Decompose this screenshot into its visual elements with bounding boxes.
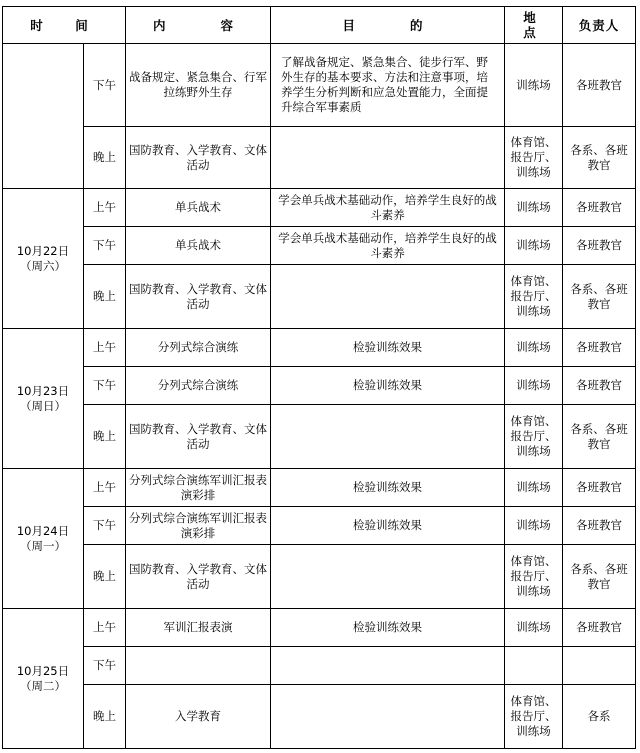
purpose-cell: 学会单兵战术基础动作，培养学生良好的战斗素养 bbox=[271, 189, 505, 227]
header-content: 内 容 bbox=[126, 7, 271, 44]
content-cell: 国防教育、入学教育、文体活动 bbox=[126, 265, 271, 329]
period-cell: 晚上 bbox=[84, 405, 126, 469]
responsible-cell: 各系、各班教官 bbox=[563, 265, 636, 329]
location-cell bbox=[505, 647, 563, 685]
table-row bbox=[3, 469, 636, 507]
header-purpose: 目 的 bbox=[271, 7, 505, 44]
table-row bbox=[3, 647, 636, 685]
location-cell: 体育馆、报告厅、训练场 bbox=[505, 265, 563, 329]
responsible-cell: 各班教官 bbox=[563, 609, 636, 647]
period-cell: 下午 bbox=[84, 44, 126, 127]
location-cell: 训练场 bbox=[505, 507, 563, 545]
content-cell: 分列式综合演练 bbox=[126, 329, 271, 367]
purpose-cell bbox=[271, 647, 505, 685]
table-row bbox=[3, 367, 636, 405]
table-row bbox=[3, 189, 636, 227]
header-location: 地 点 bbox=[505, 7, 563, 44]
location-cell: 训练场 bbox=[505, 367, 563, 405]
table-row bbox=[3, 545, 636, 609]
date-cell: 10月25日（周二） bbox=[3, 609, 84, 749]
responsible-cell: 各班教官 bbox=[563, 469, 636, 507]
table-row bbox=[3, 127, 636, 189]
location-cell: 训练场 bbox=[505, 227, 563, 265]
content-cell: 分列式综合演练 bbox=[126, 367, 271, 405]
table-row bbox=[3, 609, 636, 647]
location-cell: 训练场 bbox=[505, 469, 563, 507]
period-cell: 上午 bbox=[84, 329, 126, 367]
responsible-cell: 各班教官 bbox=[563, 189, 636, 227]
content-cell: 军训汇报表演 bbox=[126, 609, 271, 647]
location-cell: 体育馆、报告厅、训练场 bbox=[505, 685, 563, 749]
purpose-cell: 检验训练效果 bbox=[271, 329, 505, 367]
period-cell: 下午 bbox=[84, 367, 126, 405]
purpose-cell bbox=[271, 127, 505, 189]
content-cell: 战备规定、紧急集合、行军拉练野外生存 bbox=[126, 44, 271, 127]
responsible-cell: 各系、各班教官 bbox=[563, 405, 636, 469]
date-cell: 10月22日（周六） bbox=[3, 189, 84, 329]
content-cell: 国防教育、入学教育、文体活动 bbox=[126, 127, 271, 189]
date-cell bbox=[3, 44, 84, 189]
period-cell: 晚上 bbox=[84, 685, 126, 749]
table-row bbox=[3, 44, 636, 127]
content-cell: 入学教育 bbox=[126, 685, 271, 749]
location-cell: 训练场 bbox=[505, 44, 563, 127]
content-cell: 分列式综合演练军训汇报表演彩排 bbox=[126, 469, 271, 507]
purpose-cell: 检验训练效果 bbox=[271, 609, 505, 647]
purpose-cell: 了解战备规定、紧急集合、徒步行军、野外生存的基本要求、方法和注意事项，培养学生分析判断和应急处置能力，全面提升综合军事素质 bbox=[271, 44, 505, 127]
responsible-cell: 各班教官 bbox=[563, 329, 636, 367]
content-cell: 分列式综合演练军训汇报表演彩排 bbox=[126, 507, 271, 545]
table-row bbox=[3, 405, 636, 469]
purpose-cell: 检验训练效果 bbox=[271, 469, 505, 507]
responsible-cell: 各系、各班教官 bbox=[563, 127, 636, 189]
responsible-cell bbox=[563, 647, 636, 685]
period-cell: 晚上 bbox=[84, 265, 126, 329]
responsible-cell: 各班教官 bbox=[563, 367, 636, 405]
purpose-cell: 学会单兵战术基础动作，培养学生良好的战斗素养 bbox=[271, 227, 505, 265]
purpose-cell: 检验训练效果 bbox=[271, 507, 505, 545]
location-cell: 体育馆、报告厅、训练场 bbox=[505, 405, 563, 469]
period-cell: 晚上 bbox=[84, 127, 126, 189]
table-row bbox=[3, 227, 636, 265]
responsible-cell: 各班教官 bbox=[563, 507, 636, 545]
location-cell: 训练场 bbox=[505, 329, 563, 367]
purpose-cell bbox=[271, 265, 505, 329]
content-cell: 国防教育、入学教育、文体活动 bbox=[126, 405, 271, 469]
header-time: 时 间 bbox=[3, 7, 126, 44]
date-cell: 10月24日（周一） bbox=[3, 469, 84, 609]
period-cell: 下午 bbox=[84, 227, 126, 265]
location-cell: 体育馆、报告厅、训练场 bbox=[505, 127, 563, 189]
table-row bbox=[3, 507, 636, 545]
purpose-cell: 检验训练效果 bbox=[271, 367, 505, 405]
content-cell: 单兵战术 bbox=[126, 189, 271, 227]
purpose-cell bbox=[271, 545, 505, 609]
header-row bbox=[3, 7, 636, 44]
location-cell: 训练场 bbox=[505, 189, 563, 227]
period-cell: 晚上 bbox=[84, 545, 126, 609]
period-cell: 上午 bbox=[84, 609, 126, 647]
content-cell: 国防教育、入学教育、文体活动 bbox=[126, 545, 271, 609]
date-cell: 10月23日（周日） bbox=[3, 329, 84, 469]
purpose-cell bbox=[271, 405, 505, 469]
schedule-table bbox=[2, 6, 636, 749]
table-row bbox=[3, 685, 636, 749]
content-cell bbox=[126, 647, 271, 685]
responsible-cell: 各班教官 bbox=[563, 44, 636, 127]
location-cell: 训练场 bbox=[505, 609, 563, 647]
period-cell: 下午 bbox=[84, 647, 126, 685]
responsible-cell: 各系 bbox=[563, 685, 636, 749]
location-cell: 体育馆、报告厅、训练场 bbox=[505, 545, 563, 609]
responsible-cell: 各系、各班教官 bbox=[563, 545, 636, 609]
table-row bbox=[3, 265, 636, 329]
header-responsible: 负责人 bbox=[563, 7, 636, 44]
responsible-cell: 各班教官 bbox=[563, 227, 636, 265]
purpose-cell bbox=[271, 685, 505, 749]
table-row bbox=[3, 329, 636, 367]
period-cell: 下午 bbox=[84, 507, 126, 545]
content-cell: 单兵战术 bbox=[126, 227, 271, 265]
period-cell: 上午 bbox=[84, 469, 126, 507]
period-cell: 上午 bbox=[84, 189, 126, 227]
